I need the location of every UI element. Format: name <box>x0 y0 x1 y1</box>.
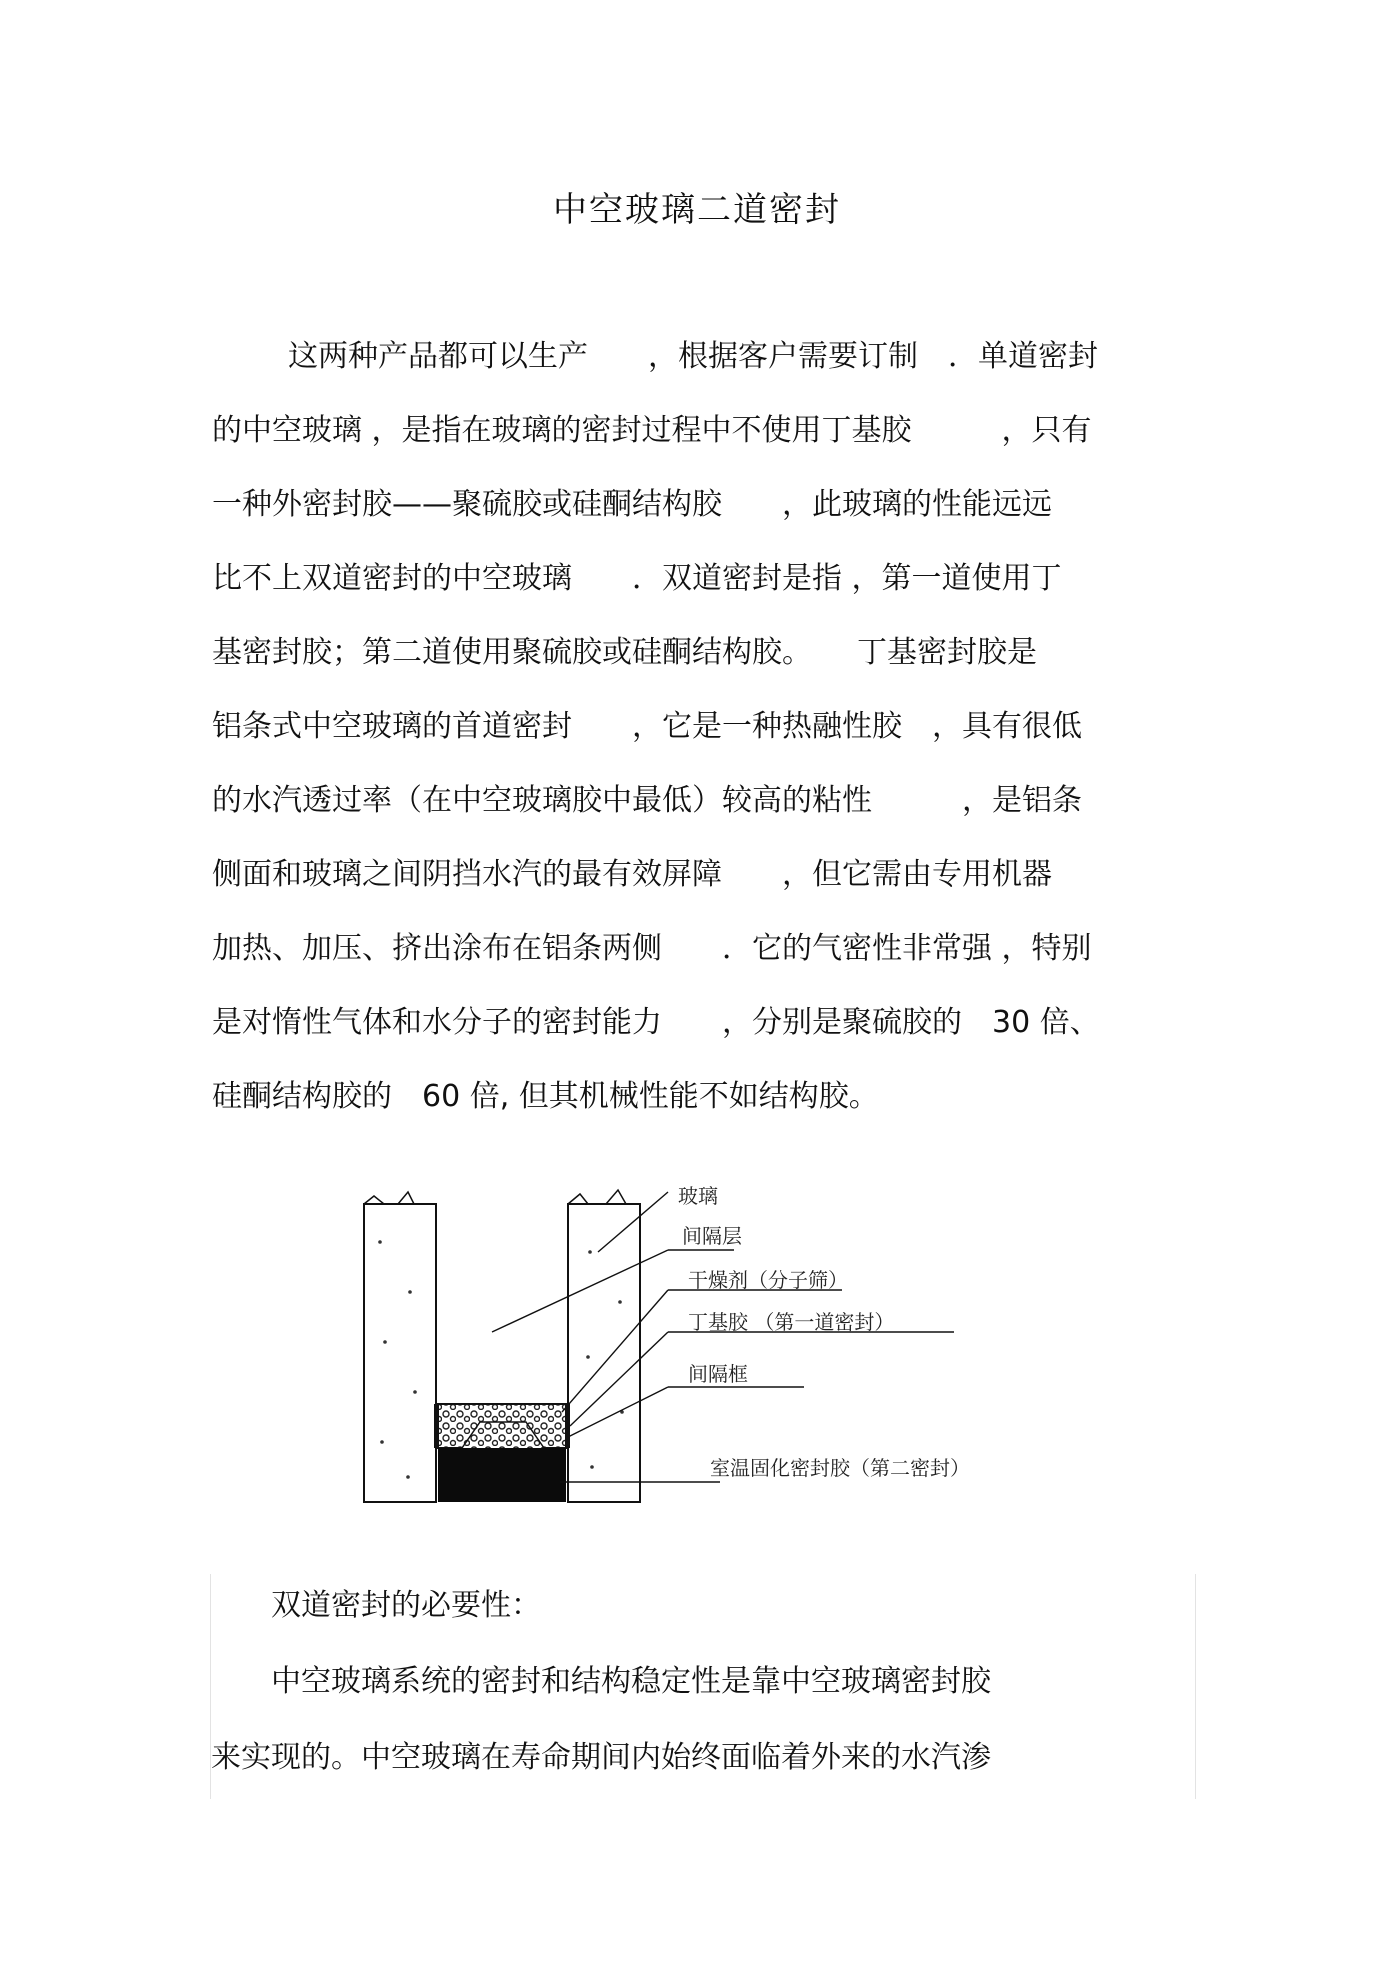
section-line: 来实现的。中空玻璃在寿命期间内始终面临着外来的水汽渗 <box>211 1740 991 1775</box>
paragraph-line: 比不上双道密封的中空玻璃 ．双道密封是指 ，第一道使用丁 <box>212 561 1062 596</box>
intro-paragraph <box>212 332 1202 1146</box>
label-secondary-sealant: 室温固化密封胶（第二密封） <box>710 1456 970 1480</box>
spacer-frame <box>436 1404 568 1502</box>
paragraph-line: 一种外密封胶——聚硫胶或硅酮结构胶 ，此玻璃的性能远远 <box>212 487 1052 522</box>
paragraph-line: 的中空玻璃 ，是指在玻璃的密封过程中不使用丁基胶 ，只有 <box>212 413 1092 448</box>
right-glass-pane <box>568 1190 640 1502</box>
paragraph-line: 铝条式中空玻璃的首道密封 ，它是一种热融性胶 ，具有很低 <box>212 709 1082 744</box>
paragraph-line: 硅酮结构胶的 60 倍, 但其机械性能不如结构胶。 <box>212 1079 879 1114</box>
label-butyl: 丁基胶 （第一道密封） <box>688 1310 895 1334</box>
label-spacer-frame: 间隔框 <box>688 1362 748 1386</box>
label-glass: 玻璃 <box>678 1184 718 1208</box>
section-heading: 双道密封的必要性： <box>271 1588 541 1623</box>
paragraph-line: 是对惰性气体和水分子的密封能力 ，分别是聚硫胶的 30 倍、 <box>212 1005 1100 1040</box>
label-desiccant: 干燥剂（分子筛） <box>688 1268 848 1292</box>
section-box <box>210 1574 1196 1799</box>
paragraph-line: 侧面和玻璃之间阴挡水汽的最有效屏障 ，但它需由专用机器 <box>212 857 1052 892</box>
paragraph-line: 的水汽透过率（在中空玻璃胶中最低）较高的粘性 ，是铝条 <box>212 783 1082 818</box>
label-spacer-layer: 间隔层 <box>682 1224 742 1248</box>
insulating-glass-diagram <box>330 1182 1110 1542</box>
paragraph-line: 基密封胶；第二道使用聚硫胶或硅酮结构胶。 丁基密封胶是 <box>212 635 1037 670</box>
section-line: 中空玻璃系统的密封和结构稳定性是靠中空玻璃密封胶 <box>271 1664 991 1699</box>
paragraph-line: 这两种产品都可以生产 ，根据客户需要订制 ．单道密封 <box>288 339 1098 374</box>
left-glass-pane <box>364 1192 436 1502</box>
paragraph-line: 加热、加压、挤出涂布在铝条两侧 ．它的气密性非常强 ，特别 <box>212 931 1092 966</box>
page-title: 中空玻璃二道密封 <box>553 190 841 230</box>
